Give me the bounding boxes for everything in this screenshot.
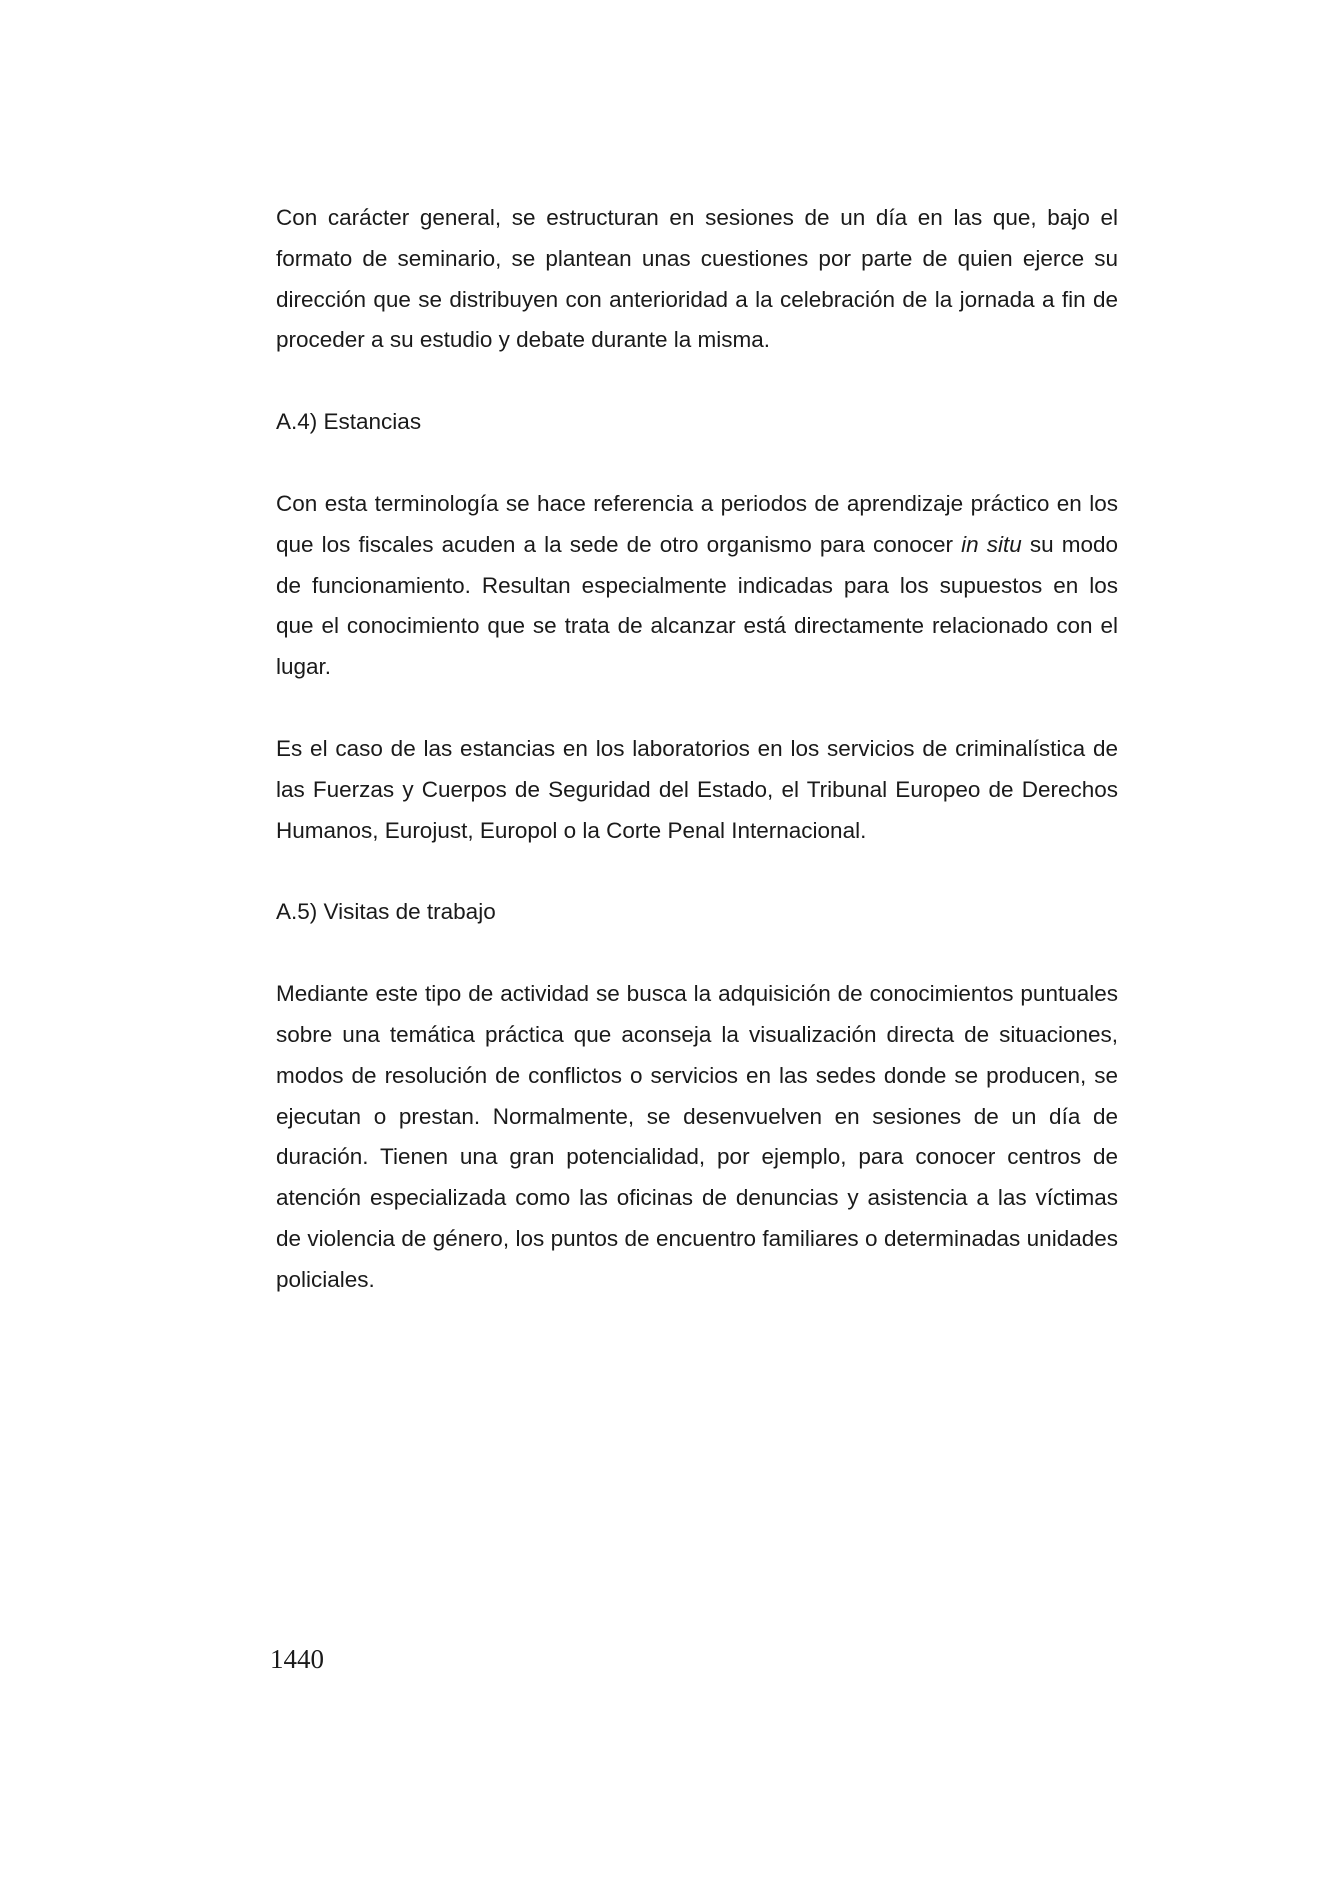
paragraph-1: Con carácter general, se estructuran en sesiones de un día en las que, bajo el formato de seminario, se plantean unas cuestiones por parte de quien ejerce su dirección que se distribuyen con anterioridad a la celebración de la jornada a fin de proceder a su estudio y debate durante la misma. (276, 205, 1118, 353)
paragraph-2-italic-term: in situ (961, 531, 1022, 557)
paragraph-2-text-end: su modo de funcionamiento. Resultan especialmente indicadas para los supuestos en los que el conocimiento que se trata de alcanzar está directamente relacionado con el lugar. (276, 531, 1118, 680)
paragraph-4: Mediante este tipo de actividad se busca la adquisición de conocimientos puntuales sobre una temática práctica que aconseja la visualización directa de situaciones, modos de resolución de conflictos o servicios en las sedes donde se producen, se ejecutan o prestan. Normalmente, se desenvuelven en sesiones de un día de duración. Tienen una gran potencialidad, por ejemplo, para conocer centros de atención especializada como las oficinas de denuncias y asistencia a las víctimas de violencia de género, los puntos de encuentro familiares o determinadas unidades policiales. (276, 981, 1118, 1292)
paragraph-3: Es el caso de las estancias en los laboratorios en los servicios de criminalística de las Fuerzas y Cuerpos de Seguridad del Estado, el Tribunal Europeo de Derechos Humanos, Eurojust, Europol o la Corte Penal Internacional. (276, 735, 1118, 843)
section-heading-a4: A.4) Estancias (276, 409, 422, 435)
paragraph-2-text-start: Con esta terminología se hace referencia a periodos de aprendizaje práctico en los que los fiscales acuden a la sede de otro organismo para conocer (276, 490, 1118, 557)
section-heading-a5: A.5) Visitas de trabajo (276, 899, 496, 925)
paragraph-2 (276, 484, 1118, 688)
page-number: 1440 (270, 1644, 324, 1674)
page-body (276, 198, 1118, 1342)
